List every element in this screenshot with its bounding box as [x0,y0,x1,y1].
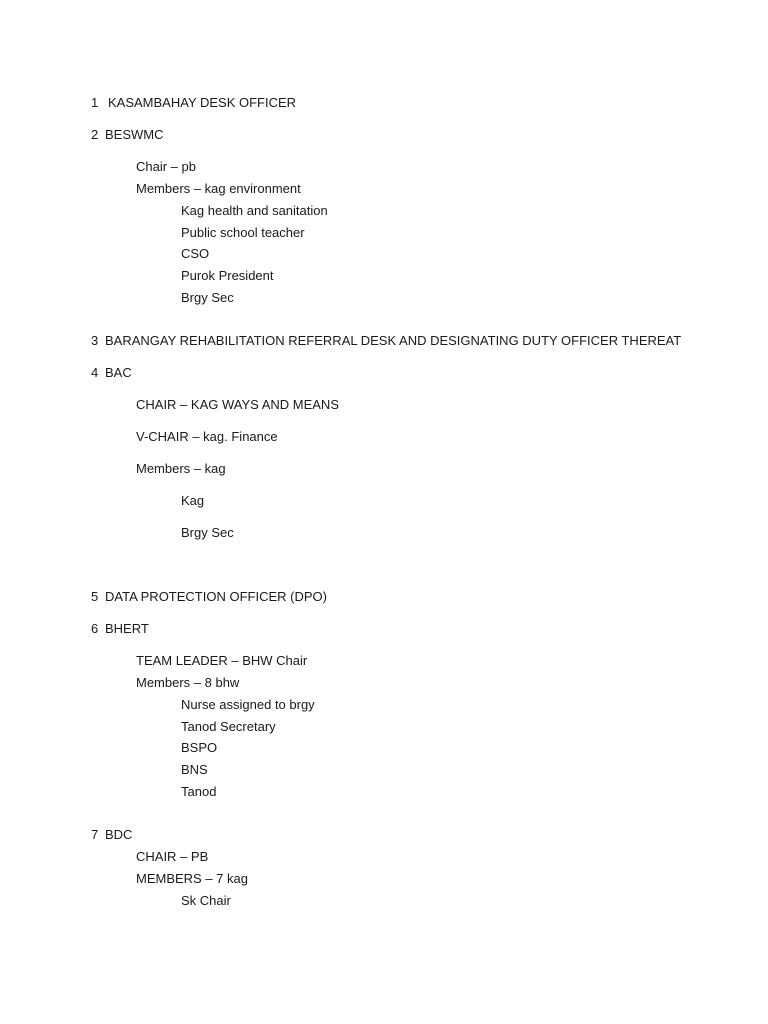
section-6-member-item: Tanod Secretary [181,719,276,734]
section-6-team-leader: TEAM LEADER – BHW Chair [136,653,308,668]
section-4-members: Members – kag [136,461,226,476]
section-2-heading: 2 BESWMC [91,127,164,142]
section-4-chair: CHAIR – KAG WAYS AND MEANS [136,397,339,412]
section-4-vice-chair: V-CHAIR – kag. Finance [136,429,278,444]
section-4-heading: 4 BAC [91,365,132,380]
section-6-members: Members – 8 bhw [136,675,240,690]
section-4-member-item: Brgy Sec [181,525,234,540]
section-2-chair: Chair – pb [136,159,196,174]
section-2-members: Members – kag environment [136,181,301,196]
section-7-member-item: Sk Chair [181,893,231,908]
section-2-member-item: CSO [181,246,210,261]
section-6-member-item: Tanod [181,784,217,799]
section-7-heading: 7 BDC [91,827,133,842]
section-6-member-item: BNS [181,762,208,777]
section-6-member-item: Nurse assigned to brgy [181,697,315,712]
section-1-heading: 1 KASAMBAHAY DESK OFFICER [91,95,297,110]
section-7-chair: CHAIR – PB [136,849,209,864]
section-6-member-item: BSPO [181,740,218,755]
section-2-member-item: Purok President [181,268,274,283]
section-5-heading: 5 DATA PROTECTION OFFICER (DPO) [91,589,327,604]
section-6-heading: 6 BHERT [91,621,149,636]
section-2-member-item: Public school teacher [181,225,305,240]
section-3-heading: 3 BARANGAY REHABILITATION REFERRAL DESK AND DESIGNATING DUTY OFFICER THEREAT [91,333,682,348]
section-4-member-item: Kag [181,493,205,508]
section-2-member-item: Kag health and sanitation [181,203,328,218]
section-2-member-item: Brgy Sec [181,290,234,305]
section-7-members: MEMBERS – 7 kag [136,871,248,886]
